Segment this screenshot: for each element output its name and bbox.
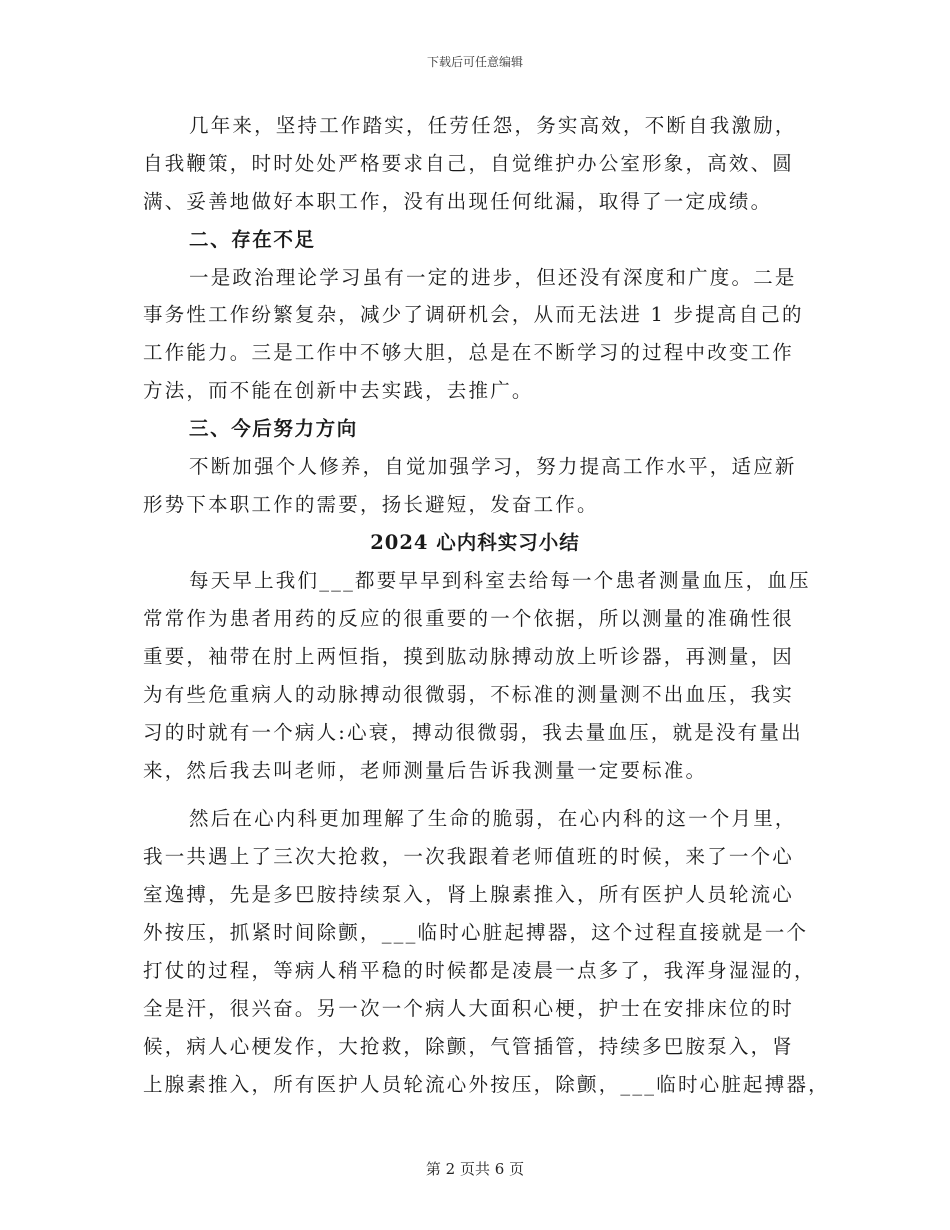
paragraph-line: 来，然后我去叫老师，老师测量后告诉我测量一定要标准。 (143, 759, 708, 782)
paragraph-line: 我一共遇上了三次大抢救，一次我跟着老师值班的时候，来了一个心 (143, 845, 795, 868)
paragraph-line: 不断加强个人修养，自觉加强学习，努力提高工作水平，适应新 (189, 455, 797, 478)
page-header-note: 下载后可任意编辑 (426, 55, 523, 69)
paragraph-line: 方法，而不能在创新中去实践，去推广。 (143, 379, 534, 402)
paragraph-line: 候，病人心梗发作，大抢救，除颤，气管插管，持续多巴胺泵入，肾 (143, 1035, 795, 1058)
section-heading: 二、存在不足 (189, 228, 316, 251)
document-title: 2024 心内科实习小结 (370, 531, 580, 554)
paragraph-line: 全是汗，很兴奋。另一次一个病人大面积心梗，护士在安排床位的时 (143, 997, 795, 1020)
section-heading: 三、今后努力方向 (189, 417, 358, 440)
paragraph-line: 满、妥善地做好本职工作，没有出现任何纰漏，取得了一定成绩。 (143, 190, 773, 213)
paragraph-line: 形势下本职工作的需要，扬长避短，发奋工作。 (143, 493, 599, 516)
paragraph-line: 为有些危重病人的动脉搏动很微弱，不标准的测量测不出血压，我实 (143, 683, 795, 706)
paragraph-line: 一是政治理论学习虽有一定的进步，但还没有深度和广度。二是 (189, 266, 797, 289)
paragraph-line: 自我鞭策，时时处处严格要求自己，自觉维护办公室形象，高效、圆 (143, 152, 795, 175)
paragraph-line: 每天早上我们___都要早早到科室去给每一个患者测量血压，血压 (189, 569, 811, 592)
paragraph-line: 重要，袖带在肘上两恒指，摸到肱动脉搏动放上听诊器，再测量，因 (143, 645, 795, 668)
paragraph-line: 工作能力。三是工作中不够大胆，总是在不断学习的过程中改变工作 (143, 341, 795, 364)
paragraph-line: 外按压，抓紧时间除颤，___临时心脏起搏器，这个过程直接就是一个 (143, 921, 809, 944)
paragraph-line: 打仗的过程，等病人稍平稳的时候都是凌晨一点多了，我浑身湿湿的， (143, 959, 816, 982)
paragraph-line: 习的时就有一个病人:心衰，搏动很微弱，我去量血压，就是没有量出 (143, 721, 803, 744)
page-number: 第 2 页共 6 页 (425, 1160, 525, 1178)
paragraph-line: 室逸搏，先是多巴胺持续泵入，肾上腺素推入，所有医护人员轮流心 (143, 883, 795, 906)
paragraph-line: 事务性工作纷繁复杂，减少了调研机会，从而无法进 1 步提高自己的 (143, 303, 804, 326)
paragraph-line: 几年来，坚持工作踏实，任劳任怨，务实高效，不断自我激励， (189, 114, 797, 137)
paragraph-line: 常常作为患者用药的反应的很重要的一个依据，所以测量的准确性很 (143, 607, 795, 630)
paragraph-line: 然后在心内科更加理解了生命的脆弱，在心内科的这一个月里， (189, 807, 797, 830)
paragraph-line: 上腺素推入，所有医护人员轮流心外按压，除颤，___临时心脏起搏器， (143, 1073, 830, 1096)
